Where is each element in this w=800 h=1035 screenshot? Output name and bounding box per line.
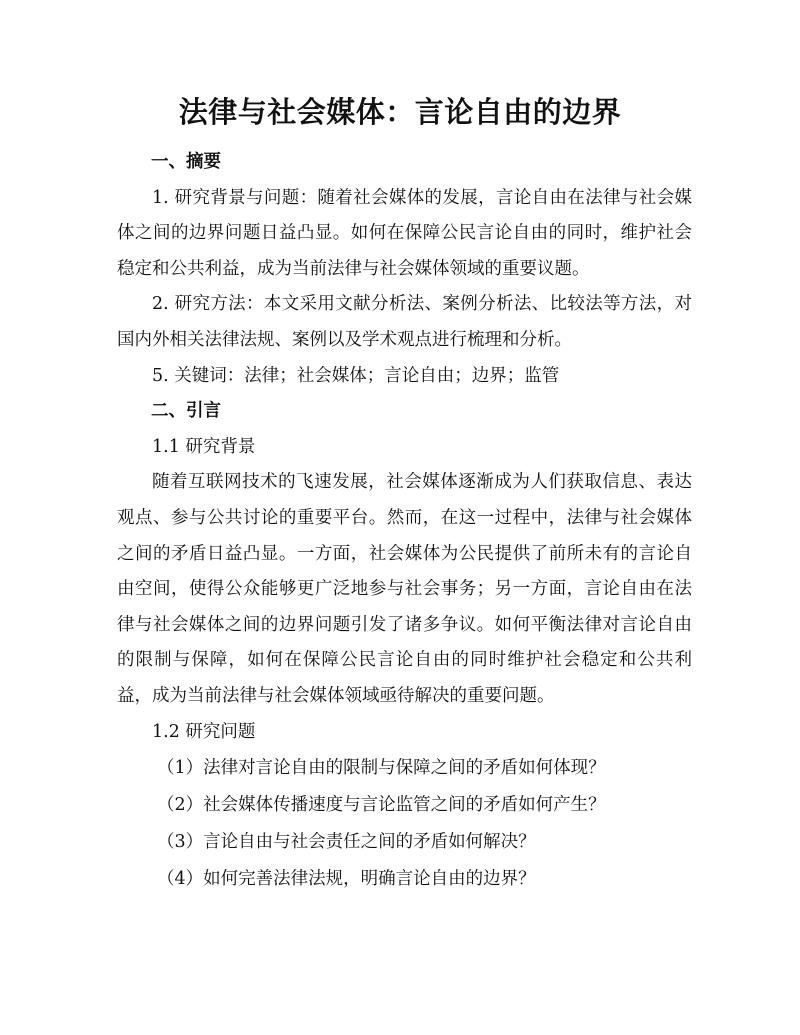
intro-paragraph-background: 随着互联网技术的飞速发展，社会媒体逐渐成为人们获取信息、表达观点、参与公共讨论的重要平台。然而，在这一过程中，法律与社会媒体之间的矛盾日益凸显。一方面，社会媒体为公民提供了前所未有的言论自由空间，使得公众能够更广泛地参与社会事务；另一方面，言论自由在法律与社会媒体之间的边界问题引发了诸多争议。如何平衡法律对言论自由的限制与保障，如何在保障公民言论自由的同时维护社会稳定和公共利益，成为当前法律与社会媒体领域亟待解决的重要问题。: [117, 472, 692, 706]
research-question: （1）法律对言论自由的限制与保障之间的矛盾如何体现？: [157, 758, 606, 779]
abstract-paragraph-keywords: 5. 关键词：法律；社会媒体；言论自由；边界；监管: [152, 365, 560, 386]
document-title: 法律与社会媒体：言论自由的边界: [178, 95, 622, 129]
section-heading-intro: 二、引言: [151, 401, 221, 422]
research-question: （3）言论自由与社会责任之间的矛盾如何解决？: [157, 832, 536, 853]
abstract-paragraph-background: 1. 研究背景与问题：随着社会媒体的发展，言论自由在法律与社会媒体之间的边界问题日益凸显。如何在保障公民言论自由的同时，维护社会稳定和公共利益，成为当前法律与社会媒体领域的重要议题。: [117, 187, 692, 279]
abstract-paragraph-method: 2. 研究方法：本文采用文献分析法、案例分析法、比较法等方法，对国内外相关法律法规、案例以及学术观点进行梳理和分析。: [117, 294, 692, 350]
research-question: （2）社会媒体传播速度与言论监管之间的矛盾如何产生？: [157, 795, 606, 816]
subsection-heading-questions: 1.2 研究问题: [152, 721, 256, 742]
document-body: [117, 145, 692, 898]
section-heading-abstract: 一、摘要: [151, 152, 221, 172]
research-question: （4）如何完善法律法规，明确言论自由的边界？: [157, 869, 536, 890]
subsection-heading-background: 1.1 研究背景: [152, 436, 256, 457]
